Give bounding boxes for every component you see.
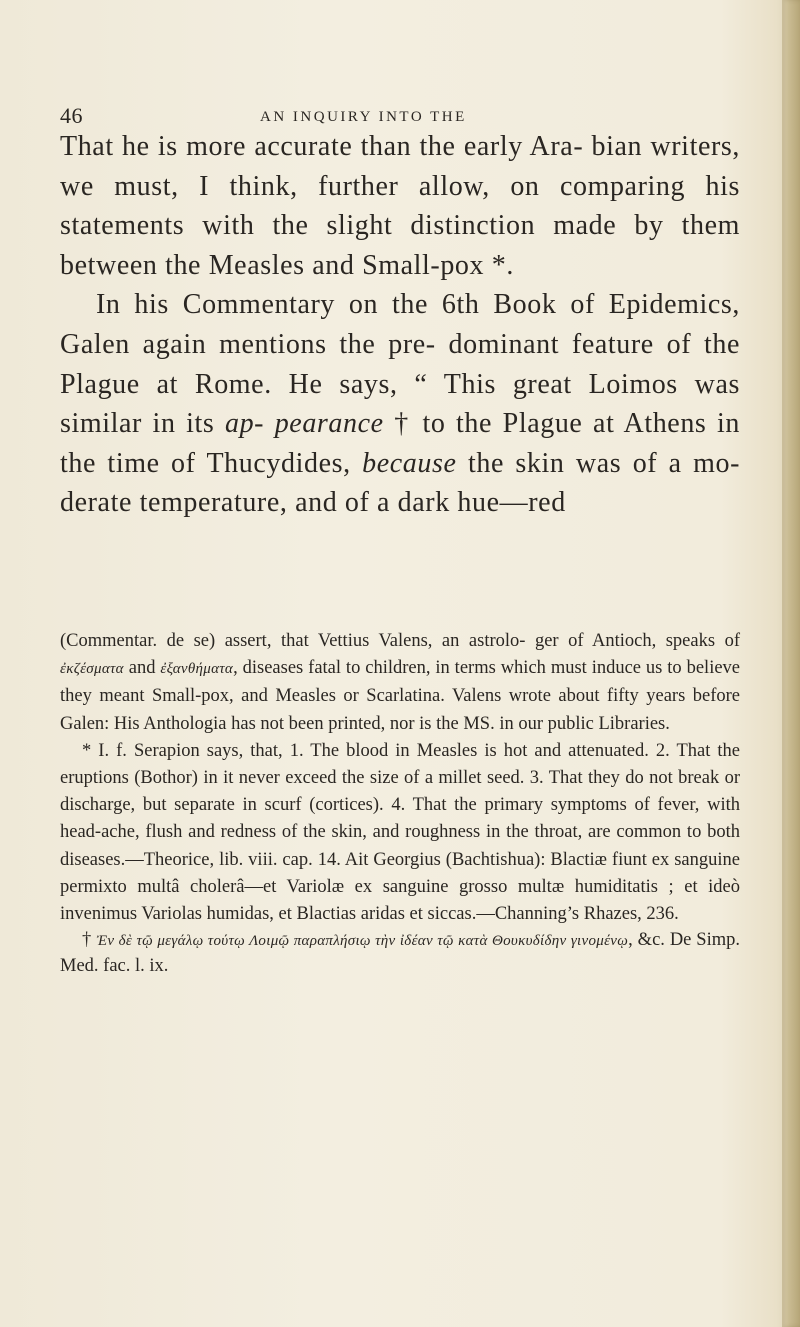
footnote-continuation [60, 628, 740, 738]
running-title: AN INQUIRY INTO THE [260, 109, 467, 125]
footnote-cont-text-a: (Commentar. de se) assert, that Vettius Valens, an astrolo- ger of Antioch, speaks of [60, 631, 740, 651]
dagger-greek-quote: Ἐν δὲ τῷ μεγάλῳ τούτῳ Λοιμῷ παραπλήσιῳ τὴν ἰδέαν τῷ κατὰ Θουκυδίδην γινομένῳ [96, 933, 629, 950]
page-number: 46 [60, 103, 83, 128]
footnotes [60, 628, 740, 979]
paragraph-2-text-b: † to the Plague at Athens in the time of Thucydides, [60, 408, 740, 479]
italic-because: because [362, 447, 457, 479]
paragraph-2-text-a: In his Commentary on the 6th Book of Epidemics, Galen again mentions the pre- dominant feature of the Plague at Rome. He says, “ This great Loimos was similar in its [60, 289, 740, 440]
paragraph-1: That he is more accurate than the early Ara- bian writers, we must, I think, further allow, on comparing his statements with the slight distinction made by them between the Measles and Small-pox *. [60, 131, 740, 281]
paragraph-2 [60, 285, 740, 523]
greek-term-1: ἐκζέσματα [60, 661, 124, 678]
dagger-mark: † [82, 930, 97, 951]
italic-appearance: ap- pearance [224, 408, 384, 440]
paragraph-2-text-c: the skin was of a mo- derate temperature, and of a dark hue—red [60, 447, 741, 519]
footnote-cont-text-b: , diseases fatal to children, in terms which must induce us to believe they meant Small-pox, and Measles or Scarlatina. Valens wrote about fifty years before Galen: His Anthologia has not been printed, nor is the MS. in our public Libraries. [60, 658, 741, 734]
main-text [60, 127, 740, 523]
greek-term-2: ἐξανθήματα [160, 661, 234, 678]
footnote-cont-and: and [123, 658, 161, 679]
dagger-citation: , &c. De Simp. Med. fac. l. ix. [60, 930, 740, 977]
footnote-star: * I. f. Serapion says, that, 1. The blood in Measles is hot and attenuated. 2. That the eruptions (Bothor) in it never exceed the size of a millet seed. 3. That they do not break or discharge, but separate in scurf (cortices). 4. That the primary symptoms of fever, with head-ache, flush and redness of the skin, and roughness in the throat, are common to both diseases.—Theorice, lib. viii. cap. 14. Ait Georgius (Bachtishua): Blactiæ fiunt ex sanguine permixto multâ cholerâ—et Variolæ ex sanguine grosso multæ humiditatis ; et ideò invenimus Variolas humidas, et Blactias aridas et siccas.—Channing’s Rhazes, 236. [60, 740, 740, 925]
book-binding-edge [782, 0, 800, 1327]
footnote-dagger [60, 928, 740, 979]
